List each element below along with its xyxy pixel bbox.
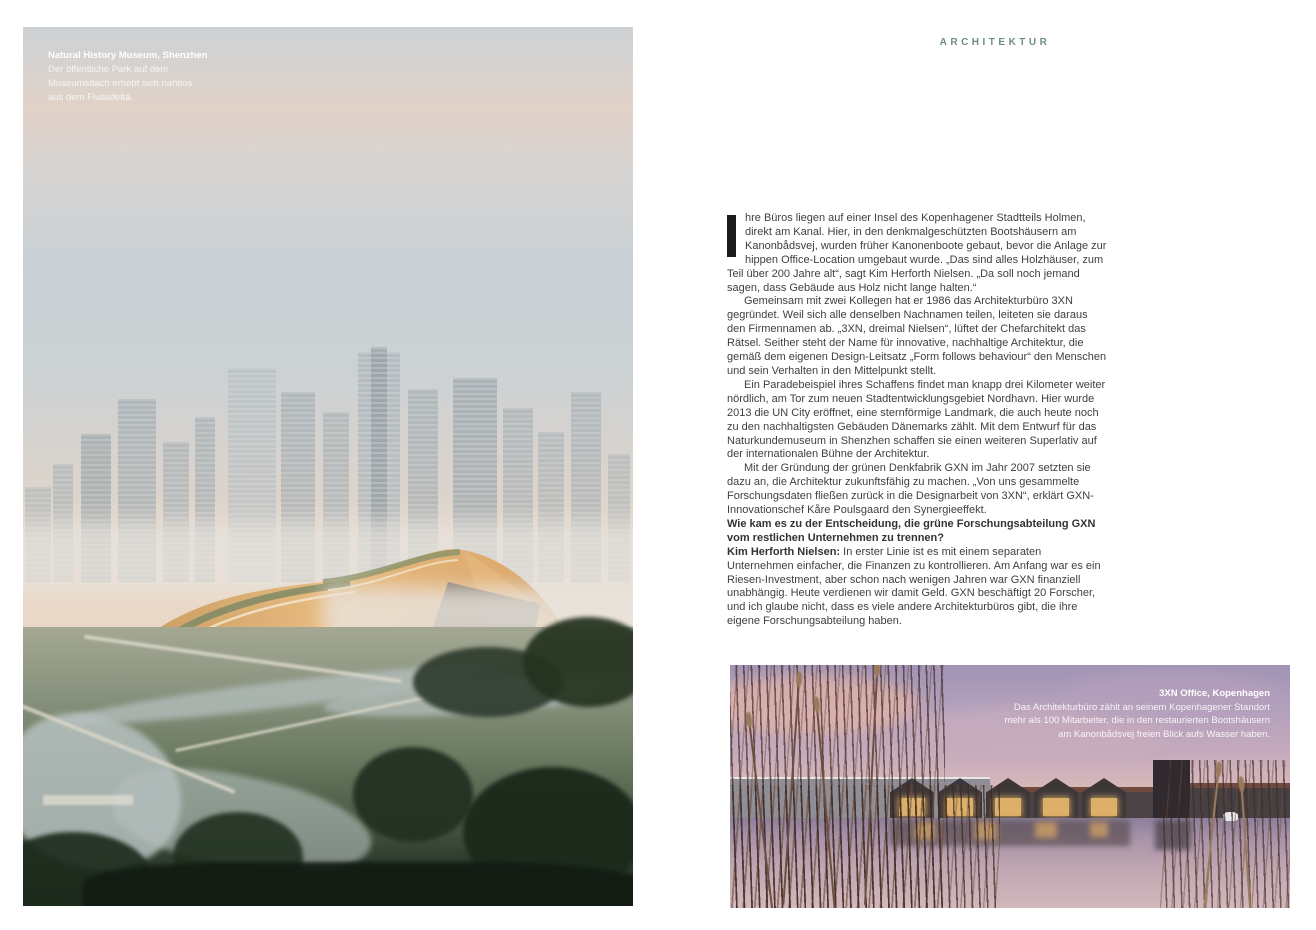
article-text (727, 212, 1107, 629)
right-caption-line: Das Architekturbüro zählt an seinem Kopenhagener Standort (1013, 701, 1270, 713)
left-photo-caption (48, 49, 207, 105)
right-caption-title: 3XN Office, Kopenhagen (1159, 688, 1270, 699)
left-caption-line: aus dem Flussdelta. (48, 92, 134, 103)
interview-answer (727, 546, 1107, 629)
left-caption-title: Natural History Museum, Shenzhen (48, 50, 208, 61)
right-caption-line: am Kanonbådsvej freien Blick aufs Wasser haben. (1058, 728, 1270, 740)
article-paragraph: Mit der Gründung der grünen Denkfabrik GXN im Jahr 2007 setzten sie dazu an, die Architektur zukunftsfähig zu machen. „Von uns gesammelte Forschungsdaten fließen zurück in die Designarbeit von 3XN“, erklärt GXN-Innovationschef Kåre Poulsgaard den Synergieeffekt. (727, 462, 1094, 517)
drop-cap-i (727, 215, 736, 257)
article-paragraph: Gemeinsam mit zwei Kollegen hat er 1986 das Architekturbüro 3XN gegründet. Weil sich alle denselben Nachnamen teilen, leiteten sie daraus den Firmennamen ab. „3XN, dreimal Nielsen“, lüftet der Chefarchitekt das Rätsel. Seither steht der Name für innovative, nachhaltige Architektur, die gemäß dem eigenen Design-Leitsatz „Form follows behaviour“ den Menschen und sein Verhalten in den Mittelpunkt stellt. (727, 295, 1107, 377)
article-paragraph (727, 212, 1107, 295)
right-photo-caption (1004, 687, 1270, 741)
article-paragraph: Ein Paradebeispiel ihres Schaffens findet man knapp drei Kilometer weiter nördlich, am Tor zum neuen Stadtentwicklungsgebiet Nordhavn. Hier wurde 2013 die UN City eröffnet, eine sternförmige Landmark, die auch heute noch zu den nachhaltigsten Gebäuden Dänemarks zählt. Mit dem Entwurf für das Naturkundemuseum in Shenzhen schaffen sie einen weiteren Superlativ auf der internationalen Bühne der Architektur. (727, 378, 1106, 461)
answer-speaker: Kim Herforth Nielsen: (727, 545, 841, 558)
section-label: ARCHITEKTUR (939, 37, 1051, 48)
right-caption-line: mehr als 100 Mitarbeiter, die in den restaurierten Bootshäusern (1004, 715, 1270, 726)
office-photo (730, 665, 1290, 908)
left-caption-line: Museumsdach erhebt sich nahtlos (48, 78, 193, 89)
paragraph-text: hre Büros liegen auf einer Insel des Kopenhagener Stadtteils Holmen, direkt am Kanal. Hier, in den denkmalgeschützten Bootshäusern am Kanonbådsvej, wurden früher Kanonenboote gebaut, bevor die Anlage zur hippen Office-Location umgebaut wurde. „Das sind alles Holzhäuser, zum Teil über 200 Jahre alt“, sagt Kim Herforth Nielsen. „Da soll noch jemand sagen, dass Gebäude aus Holz nicht lange halten.“ (727, 212, 1107, 294)
reeds-right (1160, 760, 1290, 908)
interview-question: Wie kam es zu der Entscheidung, die grüne Forschungsabteilung GXN vom restlichen Unternehmen zu trennen? (727, 517, 1096, 544)
left-caption-line: Der öffentliche Park auf dem (48, 64, 169, 75)
museum-photo (23, 27, 633, 906)
park-delta-illustration (23, 627, 633, 906)
answer-text: In erster Linie ist es mit einem separaten Unternehmen einfacher, die Finanzen zu kontrollieren. Am Anfang war es ein Riesen-Investment, aber schon nach wenigen Jahren war GXN finanziell unabhängig. Heute verdienen wir damit Geld. GXN beschäftigt 20 Forscher, und ich glaube nicht, dass es viele andere Architekturbüros gibt, die ihre eigene Forschungsabteilung haben. (727, 545, 1101, 628)
